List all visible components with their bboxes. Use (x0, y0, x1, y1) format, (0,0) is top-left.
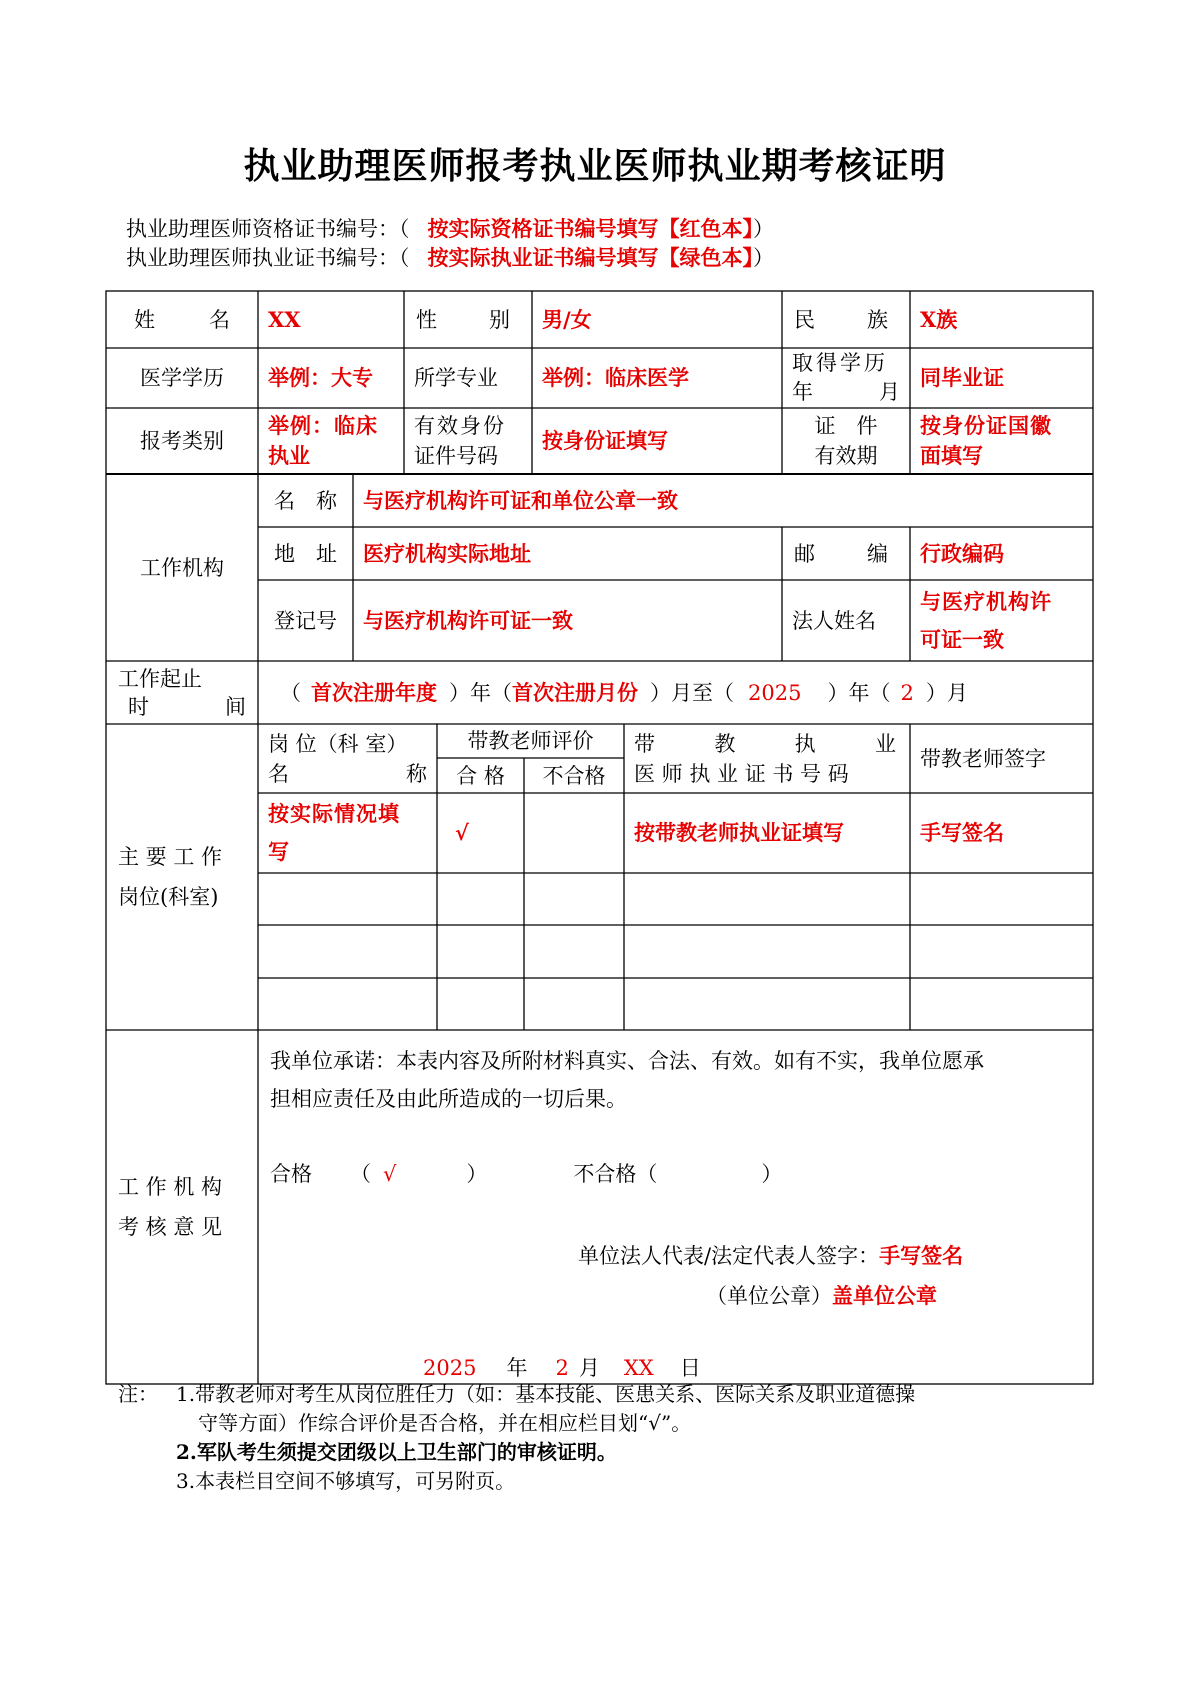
practice-cert-number-line (126, 242, 774, 272)
major-label: 所学专业 (414, 366, 498, 390)
document-title: 执业助理医师报考执业医师执业期考核证明 (243, 145, 947, 187)
practice-cert-label: 执业助理医师执业证书编号：（ (126, 246, 410, 270)
gender-value: 男/女 (542, 306, 592, 332)
registration-number-label: 登记号 (274, 608, 337, 633)
work-period-label: 工作起止 时 间 (118, 666, 246, 719)
qualification-cert-number-line (126, 213, 774, 243)
result-line: 合格 （ √ ） 不合格（ ） (270, 1162, 783, 1186)
post-row-2-dept (258, 873, 437, 925)
pass-header: 合 格 (456, 763, 505, 788)
seal-line: （单位公章）盖单位公章 (706, 1283, 937, 1308)
work-org-section-label: 工作机构 (140, 555, 224, 580)
id-validity-value: 按身份证国徽 面填写 (920, 413, 1052, 468)
post-row-4-dept (258, 978, 437, 1030)
pass-check-mark: √ (383, 1162, 397, 1186)
fail-header: 不合格 (542, 763, 606, 788)
post-row-1-fail-mark (524, 793, 624, 873)
org-name-value: 与医疗机构许可证和单位公章一致 (363, 487, 678, 513)
note-item-2: 2.军队考生须提交团级以上卫生部门的审核证明。 (176, 1440, 617, 1464)
registration-number-value: 与医疗机构许可证一致 (363, 607, 573, 633)
note-item-1: 注： 1.带教老师对考生从岗位胜任力（如：基本技能、医患关系、医际关系及职业道德操 (118, 1380, 1078, 1409)
education-label: 医学学历 (140, 366, 224, 390)
education-value: 举例：大专 (268, 365, 373, 390)
qualification-cert-label: 执业助理医师资格证书编号：（ (126, 217, 410, 241)
post-row-1-dept: 按实际情况填 写 (268, 801, 400, 864)
id-validity-label: 证 件 有效期 (814, 414, 878, 468)
posts-section-label: 主 要 工 作 岗位(科室) (118, 845, 223, 909)
post-row-1-pass-mark: √ (455, 820, 469, 845)
degree-date-value: 同毕业证 (920, 365, 1004, 390)
note-item-1-continued: 守等方面）作综合评价是否合格，并在相应栏目划“√”。 (198, 1411, 692, 1435)
opinion-section-label: 工 作 机 构 考 核 意 见 (118, 1175, 223, 1239)
legal-person-value: 与医疗机构许 可证一致 (920, 588, 1052, 652)
degree-date-label: 取得学历 年 月 (792, 351, 900, 404)
seal-value: 盖单位公章 (832, 1283, 937, 1308)
ethnicity-value: X族 (920, 306, 958, 332)
ethnicity-label: 民 族 (794, 307, 888, 332)
org-name-label: 名 称 (274, 488, 337, 513)
teacher-sign-header: 带教老师签字 (920, 746, 1046, 771)
name-label: 姓 名 (134, 307, 230, 332)
qualification-cert-close: ） (753, 217, 774, 241)
exam-category-label: 报考类别 (140, 429, 224, 453)
work-period-value: （ 首次注册年度 ）年（ 首次注册月份 ）月至（ 2025 ）年（ 2 ）月 (258, 661, 1093, 724)
opinion-content (258, 1030, 1093, 1384)
notes-label: 注： (118, 1382, 158, 1406)
id-number-label: 有效身份 证件号码 (414, 414, 506, 468)
org-address-label: 地 址 (274, 541, 337, 566)
promise-text: 我单位承诺：本表内容及所附材料真实、合法、有效。如有不实，我单位愿承 担相应责任及由此所造成的一切后果。 (270, 1049, 984, 1111)
opinion-date: 2025 年 2 月 XX 日 (423, 1356, 701, 1380)
legal-rep-sign-line: 单位法人代表/法定代表人签字：手写签名 (578, 1243, 964, 1268)
legal-person-label: 法人姓名 (792, 608, 876, 633)
post-row-3-dept (258, 925, 437, 978)
practice-cert-value: 按实际执业证书编号填写【绿色本】 (427, 245, 753, 270)
post-row-1-teacher-sign: 手写签名 (920, 820, 1004, 845)
note-item-3: 3.本表栏目空间不够填写，可另附页。 (176, 1469, 516, 1493)
org-address-value: 医疗机构实际地址 (363, 540, 531, 566)
end-month: 2 (900, 680, 914, 705)
legal-rep-sign-value: 手写签名 (879, 1243, 964, 1268)
teacher-cert-header: 带 教 执 业 医 师 执 业 证 书 号 码 (634, 731, 896, 786)
name-value: XX (268, 306, 301, 332)
practice-cert-close: ） (753, 246, 774, 270)
footnotes (118, 1380, 1078, 1496)
dept-name-header: 岗 位（科 室） 名 称 (268, 731, 427, 786)
end-year: 2025 (748, 680, 802, 705)
teacher-eval-header: 带教老师评价 (467, 729, 594, 753)
start-year: 首次注册年度 (311, 679, 437, 705)
start-month: 首次注册月份 (512, 679, 638, 705)
qualification-cert-value: 按实际资格证书编号填写【红色本】 (427, 216, 753, 241)
major-value: 举例：临床医学 (542, 365, 689, 390)
exam-category-value: 举例：临床 执业 (268, 413, 378, 468)
postcode-value: 行政编码 (920, 540, 1004, 566)
postcode-label: 邮 编 (794, 541, 888, 566)
post-row-1-teacher-cert: 按带教老师执业证填写 (634, 820, 844, 845)
id-number-value: 按身份证填写 (542, 428, 668, 453)
gender-label: 性 别 (416, 307, 510, 332)
